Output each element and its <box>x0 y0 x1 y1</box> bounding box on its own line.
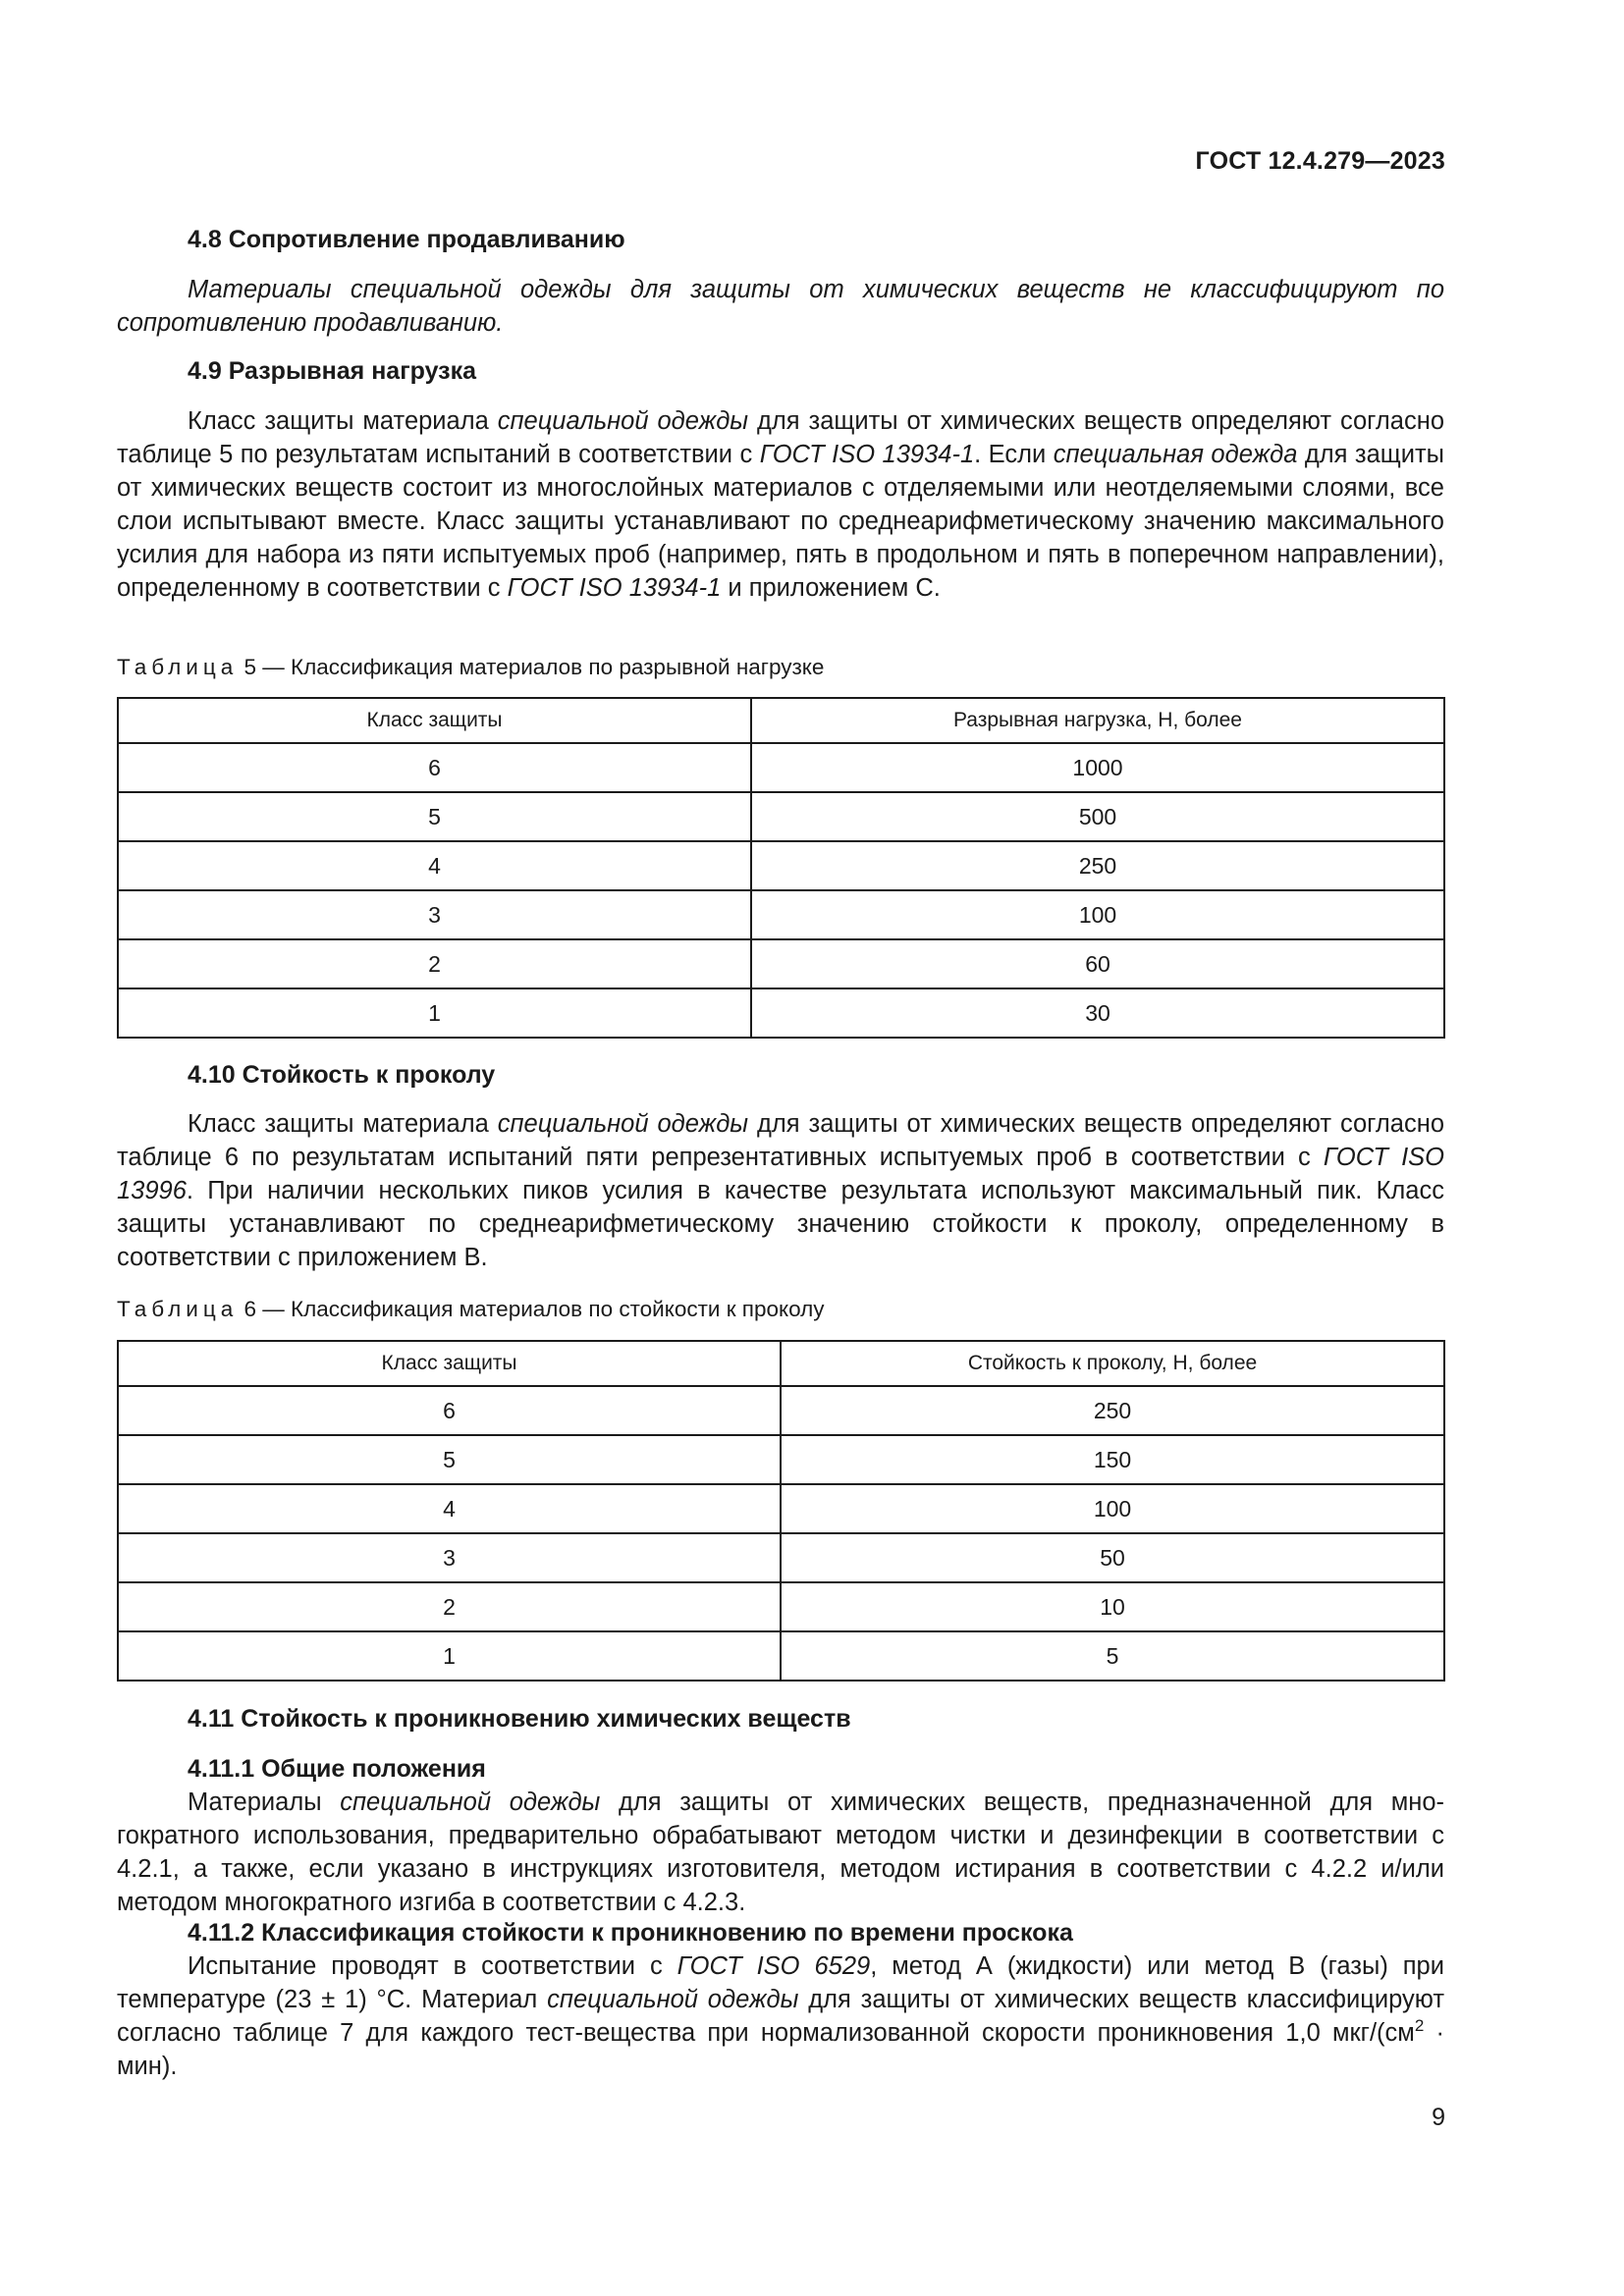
class-cell: 4 <box>118 1484 781 1533</box>
section-4-10-heading: 4.10 Стойкость к проколу <box>188 1061 496 1089</box>
italic-term: специальная одежда <box>1053 441 1298 468</box>
standard-reference: ГОСТ ISO 13934-1 <box>759 441 975 468</box>
class-cell: 3 <box>118 1533 781 1582</box>
section-4-8-text <box>117 273 1444 340</box>
table-row <box>118 792 1444 841</box>
standard-reference: ГОСТ ISO 13996 <box>117 1144 1444 1204</box>
table-row <box>118 743 1444 792</box>
table-row <box>118 890 1444 939</box>
table-row <box>118 1631 1444 1681</box>
class-cell: 6 <box>118 743 751 792</box>
value-cell: 5 <box>781 1631 1444 1681</box>
value-cell: 10 <box>781 1582 1444 1631</box>
table-row <box>118 1582 1444 1631</box>
table-row <box>118 1386 1444 1435</box>
section-4-9-paragraph <box>117 404 1444 605</box>
table-row <box>118 1484 1444 1533</box>
text-run: для защиты от химических веществ состоит из многослойных материалов с отделяемыми или неотделяемыми слоями, все слои испытывают вместе. Класс защиты устанавливают по среднеарифметическому значению максимального усилия для набора из пяти испытуемых проб (например, пять в продольном и пять в поперечном направлении), определенному в соответствии с <box>117 441 1445 602</box>
section-4-8-italic-text: Материалы специальной одежды для защиты от химических веществ не классифицируют по сопротивлению продавливанию. <box>117 276 1444 337</box>
text-run: Испытание проводят в соответствии с <box>188 1952 677 1980</box>
text-run: Материалы <box>188 1789 341 1816</box>
text-run: . При наличии нескольких пиков усилия в качестве результата используют максимальный пик. Класс защиты устанавливают по среднеарифметическому значению стойкости к проколу, определенному в соответствии с приложением В. <box>117 1177 1444 1271</box>
class-cell: 5 <box>118 792 751 841</box>
class-cell: 4 <box>118 841 751 890</box>
table-row <box>118 1435 1444 1484</box>
caption-title: 6 — Классификация материалов по стойкости к проколу <box>238 1297 825 1321</box>
section-4-11-1-heading: 4.11.1 Общие положения <box>188 1755 486 1783</box>
table-5-caption <box>117 655 824 680</box>
text-run: для защиты от химических веществ классифицируют согласно таблице 7 для каждого тест-вещества при нормализованной скорости проникновения 1,0 мкг/(см <box>117 1986 1445 2047</box>
section-4-11-2-paragraph <box>117 1949 1444 2083</box>
italic-term: специальной одежды <box>340 1789 601 1816</box>
value-cell: 60 <box>751 939 1444 988</box>
class-cell: 2 <box>118 1582 781 1631</box>
table-row <box>118 988 1444 1038</box>
table-row <box>118 1533 1444 1582</box>
value-cell: 500 <box>751 792 1444 841</box>
caption-label: Таблица <box>117 655 239 679</box>
table-5 <box>117 697 1445 1039</box>
italic-term: специальной одежды <box>497 1110 749 1138</box>
standard-reference: ГОСТ ISO 6529 <box>677 1952 871 1980</box>
section-4-11-1-paragraph <box>117 1786 1444 1919</box>
text-run: и приложением С. <box>721 574 941 602</box>
value-cell: 100 <box>781 1484 1444 1533</box>
value-cell: 100 <box>751 890 1444 939</box>
class-cell: 1 <box>118 988 751 1038</box>
text-run: Класс защиты материала <box>188 1110 498 1138</box>
text-run: Класс защиты материала <box>188 407 498 435</box>
column-header: Класс защиты <box>118 1341 781 1386</box>
text-run: для защиты от химических веществ, предназначенной для многократного использования, предварительно обрабатывают методом чистки и дезинфекции в соответствии с 4.2.1, а также, если указано в инструкциях изготовителя, методом истирания в соответствии с 4.2.2 и/или методом многократного изгиба в соответствии с 4.2.3. <box>117 1789 1445 1916</box>
caption-label: Таблица <box>117 1297 239 1321</box>
text-run: , метод А (жидкости) или метод В (газы) при температуре (23 ± 1) °С. Материал <box>117 1952 1444 2013</box>
value-cell: 150 <box>781 1435 1444 1484</box>
table-6 <box>117 1340 1445 1682</box>
text-run: · мин). <box>117 2019 1445 2080</box>
value-cell: 250 <box>781 1386 1444 1435</box>
column-header: Стойкость к проколу, Н, более <box>781 1341 1444 1386</box>
value-cell: 30 <box>751 988 1444 1038</box>
text-run: для защиты от химических веществ определяют согласно таблице 6 по результатам испытаний пяти репрезентативных испытуемых проб в соответствии с <box>117 1110 1444 1171</box>
class-cell: 2 <box>118 939 751 988</box>
table-row <box>118 841 1444 890</box>
class-cell: 5 <box>118 1435 781 1484</box>
table-6-caption <box>117 1297 825 1322</box>
table-header-row <box>118 1341 1444 1386</box>
table-header-row <box>118 698 1444 743</box>
section-4-10-paragraph <box>117 1107 1444 1274</box>
value-cell: 50 <box>781 1533 1444 1582</box>
section-4-11-heading: 4.11 Стойкость к проникновению химических веществ <box>188 1705 851 1733</box>
class-cell: 3 <box>118 890 751 939</box>
section-4-8-heading: 4.8 Сопротивление продавливанию <box>188 226 625 253</box>
standard-reference: ГОСТ ISO 13934-1 <box>507 574 722 602</box>
column-header: Класс защиты <box>118 698 751 743</box>
text-run: . Если <box>974 441 1054 468</box>
page-number: 9 <box>1432 2104 1445 2131</box>
table-row <box>118 939 1444 988</box>
value-cell: 1000 <box>751 743 1444 792</box>
caption-title: 5 — Классификация материалов по разрывной нагрузке <box>238 655 825 679</box>
class-cell: 1 <box>118 1631 781 1681</box>
section-4-11-2-heading: 4.11.2 Классификация стойкости к проникновению по времени проскока <box>188 1919 1073 1947</box>
superscript: 2 <box>1414 2016 1425 2035</box>
document-header: ГОСТ 12.4.279—2023 <box>1195 147 1445 175</box>
class-cell: 6 <box>118 1386 781 1435</box>
section-4-9-heading: 4.9 Разрывная нагрузка <box>188 357 476 385</box>
text-run: для защиты от химических веществ определяют согласно таблице 5 по результатам испытаний в соответствии с <box>117 407 1444 468</box>
value-cell: 250 <box>751 841 1444 890</box>
italic-term: специальной одежды <box>547 1986 799 2013</box>
column-header: Разрывная нагрузка, Н, более <box>751 698 1444 743</box>
italic-term: специальной одежды <box>497 407 749 435</box>
